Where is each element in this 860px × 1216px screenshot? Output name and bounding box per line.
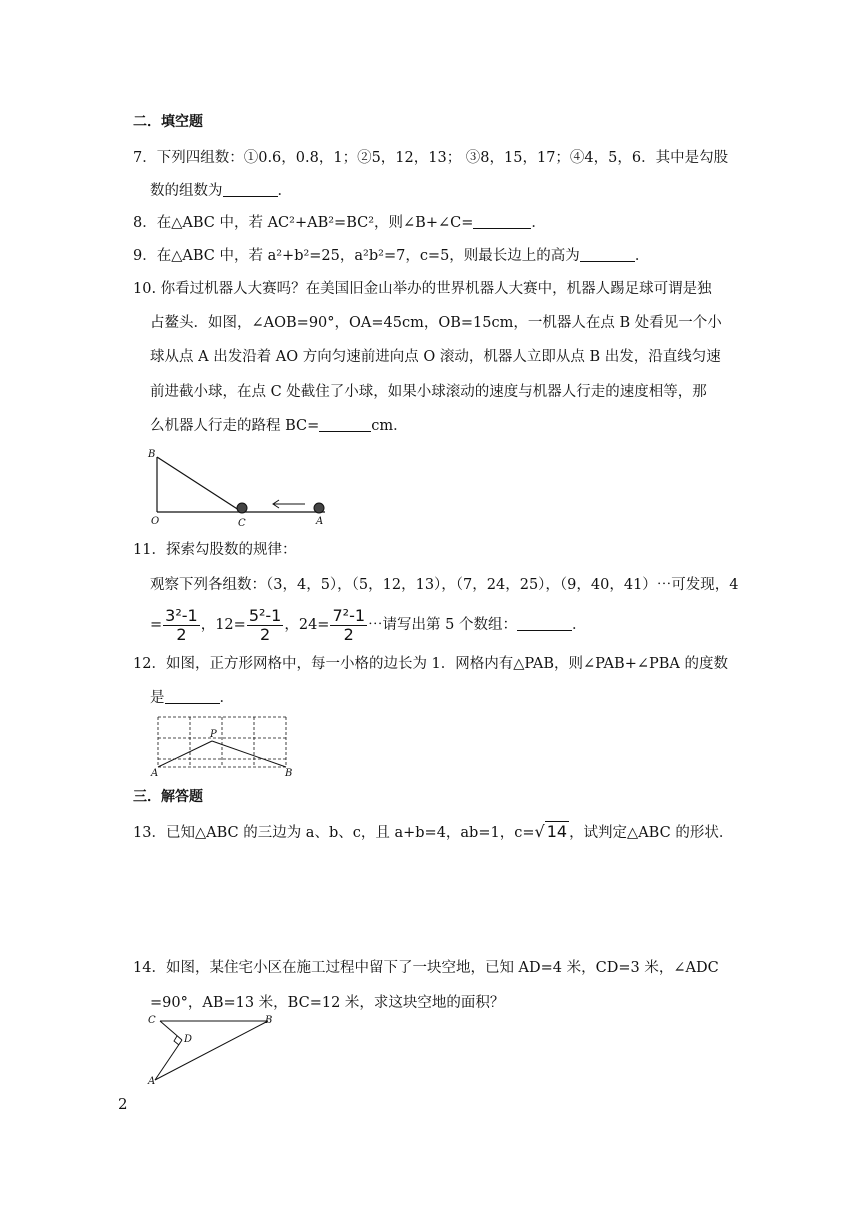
question-10-line-4: 前进截小球，在点 C 处截住了小球，如果小球滚动的速度与机器人行走的速度相等，那	[150, 384, 707, 400]
square-root-14: √ 14	[534, 822, 568, 841]
question-12-end: ．	[219, 690, 234, 706]
fraction-1-denominator: 2	[176, 624, 187, 644]
question-14-line-2: =90°，AB=13 米，BC=12 米，求这块空地的面积？	[150, 995, 505, 1011]
label-a: A	[316, 516, 324, 527]
question-9-end: ．	[634, 248, 650, 264]
label-b: B	[148, 449, 156, 460]
question-10-line-2: 占鳌头．如图，∠AOB=90°，OA=45cm，OB=15cm，一机器人在点 B 处看见一个小	[150, 315, 722, 331]
label-o: O	[151, 516, 160, 527]
label-c: C	[238, 518, 246, 529]
label-b: B	[265, 1015, 273, 1026]
segment-bc	[157, 457, 242, 512]
question-7-line-1: 7．下列四组数：①0.6，0.8，1；②5，12，13； ③8，15，17；④4，5，6．其中是勾股	[133, 150, 729, 166]
question-8	[133, 213, 546, 233]
question-13-end: ，试判定△ABC 的形状．	[569, 825, 734, 841]
question-12-line-1: 12．如图，正方形网格中，每一小格的边长为 1．网格内有△PAB，则∠PAB+∠PBA 的度数	[133, 656, 728, 672]
segment-da	[155, 1040, 182, 1080]
fraction-2-denominator: 2	[259, 624, 271, 644]
question-11-line-3	[150, 605, 586, 645]
question-7-text: 数的组数为	[150, 183, 223, 199]
answer-blank-12	[165, 689, 220, 704]
question-10-line-1: 10. 你看过机器人大赛吗？在美国旧金山举办的世界机器人大赛中，机器人踢足球可谓是独	[133, 281, 712, 297]
fraction-3-denominator: 2	[343, 624, 354, 644]
text-12-equals: ，12=	[200, 617, 246, 633]
question-11-prompt: ⋯请写出第 5 个数组：	[368, 617, 517, 633]
question-13	[133, 822, 733, 843]
question-11-end: ．	[571, 617, 587, 633]
dashed-grid	[158, 717, 286, 767]
fraction-2	[247, 607, 284, 644]
label-a: A	[148, 1076, 156, 1087]
answer-blank-8	[473, 214, 531, 229]
question-11-line-2: 观察下列各组数：（3，4，5），（5，12，13），（7，24，25），（9，40，41）⋯可发现，4	[150, 577, 739, 593]
question-9	[133, 246, 649, 266]
answer-blank-10	[319, 417, 371, 432]
question-8-end: ．	[531, 215, 546, 231]
text-24-equals: ，24=	[284, 617, 330, 633]
section-2-title: 二．填空题	[133, 114, 203, 130]
question-14-line-1: 14．如图，某住宅小区在施工过程中留下了一块空地，已知 AD=4 米，CD=3 米，∠ADC	[133, 960, 719, 976]
question-8-text: 8．在△ABC 中，若 AC²+AB²=BC²，则∠B+∠C=	[133, 215, 474, 231]
answer-blank-11	[517, 616, 572, 631]
label-a: A	[151, 768, 159, 778]
answer-blank-7	[223, 182, 278, 197]
question-9-text: 9．在△ABC 中，若 a²+b²=25，a²b²=7，c=5，则最长边上的高为	[133, 248, 580, 264]
question-13-text: 13．已知△ABC 的三边为 a、b、c，且 a+b=4，ab=1，c=	[133, 825, 535, 841]
section-3-title: 三．解答题	[133, 789, 203, 805]
fraction-3-numerator: 7²-1	[332, 605, 366, 625]
question-10-line-3: 球从点 A 出发沿着 AO 方向匀速前进向点 O 滚动，机器人立即从点 B 出发，沿直线匀速	[150, 349, 721, 365]
segment-ab	[155, 1021, 268, 1080]
segment-pb	[212, 741, 286, 767]
equals-sign: =	[150, 617, 163, 633]
quadrilateral-abcd-diagram	[140, 1012, 280, 1087]
segment-cd	[160, 1021, 182, 1040]
fraction-2-numerator: 5²-1	[248, 605, 282, 625]
label-b: B	[285, 768, 293, 778]
label-d: D	[184, 1034, 193, 1045]
page-number: 2	[118, 1095, 128, 1113]
grid-triangle-diagram	[148, 713, 298, 778]
ball-at-a	[314, 503, 324, 513]
ball-at-c	[237, 503, 247, 513]
question-10-end: cm．	[371, 418, 408, 434]
label-p: P	[210, 729, 217, 740]
radicand: 14	[546, 822, 568, 841]
question-7-end: ．	[277, 183, 292, 199]
label-c: C	[148, 1015, 156, 1026]
question-11-line-1: 11．探索勾股数的规律：	[133, 542, 297, 558]
question-12-text: 是	[150, 690, 165, 706]
fraction-1	[163, 607, 200, 644]
question-10-line-5	[150, 416, 408, 436]
question-10-text: 么机器人行走的路程 BC=	[150, 418, 320, 434]
fraction-3	[330, 607, 367, 644]
segment-pa	[158, 741, 212, 767]
question-7-line-2	[150, 181, 292, 201]
fraction-1-numerator: 3²-1	[165, 605, 198, 625]
question-12-line-2	[150, 688, 234, 708]
answer-blank-9	[580, 247, 635, 262]
robot-soccer-diagram	[140, 444, 340, 529]
